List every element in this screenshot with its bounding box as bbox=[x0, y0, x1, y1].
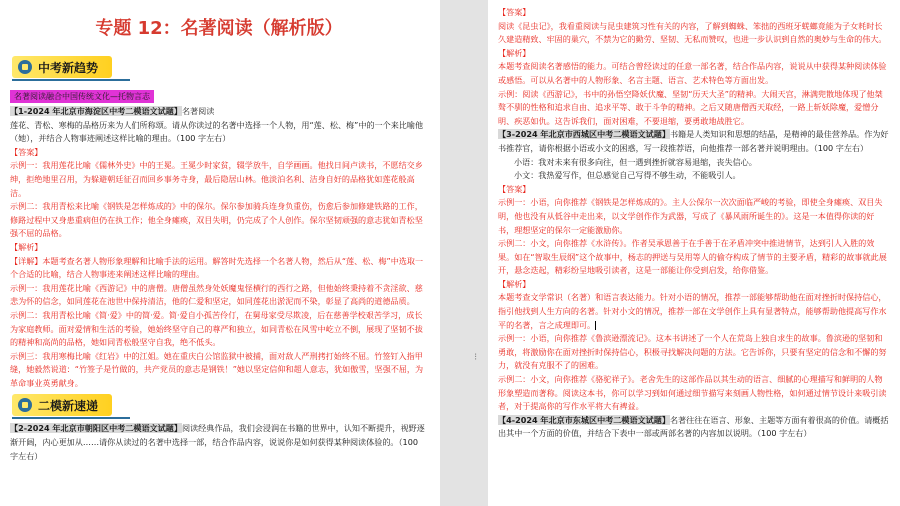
answer-example-2: 示例二：我用青松来比喻《钢铁是怎样炼成的》中的保尔。保尔参加骑兵连身负重伤，伤愈后参加修建铁路的工作，修路过程中又身患重病但仍在执工作；他全身瘫痪，双目失明，仍完成了个人创作。保尔坚韧顽强的意志犹如青松坚强不屈的品格。 bbox=[10, 201, 423, 239]
analysis-example-1: 示例一：我用莲花比喻《西游记》中的唐僧。唐僧虽然身处妖魔鬼怪横行的西行之路，但他始终秉持着不贪淫欲、慈悲为怀的信念，如同莲花在池世中保持清洁，他的仁爱和坚定，如同莲花出淤泥而不染，彰显了高尚的道德品质。 bbox=[10, 282, 423, 307]
analysis-text bbox=[498, 291, 890, 332]
analysis-detail: 【详解】本题考查名著人物形象理解和比喻手法的运用。解答时先选择一个名著人物，然后从“莲、松、梅”中选取一个合适的比喻，结合人物事迹来阐述这样比喻的理由。 bbox=[10, 255, 424, 280]
analysis-tag: 【解析】 bbox=[498, 278, 531, 289]
analysis-tag: 【解析】 bbox=[498, 47, 531, 58]
section-banner-recent bbox=[12, 394, 112, 416]
analysis-example-3: 示例三：我用寒梅比喻《红岩》中的江姐。她在重庆白公馆监狱中被捕，面对敌人严刑拷打始终不屈。竹签钉入指甲缝，她毅然说道：“竹签子是竹做的，共产党员的意志是钢铁！”她以坚定信仰和超人意志，犹如傲雪，坚强不屈，为革命事业英勇献身。 bbox=[10, 350, 424, 388]
question-source: 【3-2024 年北京市西城区中考二模语文试题】 bbox=[498, 129, 670, 140]
question-title: 名著阅读 bbox=[181, 106, 215, 116]
right-page bbox=[488, 0, 900, 506]
section-banner-label: 二模新速递 bbox=[38, 399, 99, 414]
banner-badge-icon bbox=[18, 60, 32, 74]
banner-badge-icon bbox=[18, 398, 32, 412]
question-3 bbox=[498, 128, 890, 155]
answer-tag: 【答案】 bbox=[498, 183, 531, 194]
question-source: 【2-2024 年北京市朝阳区中考二模语文试题】 bbox=[10, 423, 182, 434]
resize-handle-icon[interactable]: ⁝ bbox=[474, 352, 478, 363]
question-2 bbox=[10, 422, 428, 463]
analysis-body: 本题考查文学常识（名著）和语言表达能力。针对小语的情况，推荐一部能够帮助他在面对挫折时保持信心，指引他找到人生方向的名著。针对小文的情况，推荐一部在文学创作上具有显著特点，能够帮助他提高写作水平的名著，言之成理即可。 bbox=[498, 292, 887, 330]
xiaoyu-line: 小语：我对未来有很多向往，但一遇到挫折就容易退缩，丧失信心。 bbox=[514, 156, 757, 167]
analysis-text: 本题考查阅读名著感悟的能力。可结合曾经读过的任意一部名著，结合作品内容，说说从中获得某种阅读体验或感悟。可以从名著中的人物形象、名言主题、语言、艺术特色等方面出发。 bbox=[498, 61, 887, 85]
question-prompt: 书籍是人类知识和思想的结晶，是精神的最佳营养品。作为好书推荐官，请你根据小语或小文的困惑，写一段推荐语，向他推荐一部名著并说明理由。（100 字左右） bbox=[498, 129, 889, 153]
analysis-example-1: 示例一：小语，向你推荐《鲁滨逊漂流记》。这本书讲述了一个人在荒岛上独自求生的故事。鲁滨逊的坚韧和勇敢，将激励你在面对挫折时保持信心，积极寻找解决问题的方法。它告诉你，只要有坚定的信念和不懈的努力，就没有克服不了的困难。 bbox=[498, 333, 887, 371]
answer-tag: 【答案】 bbox=[498, 7, 531, 17]
analysis-example-2: 示例二：我用青松比喻《简·爱》中的简·爱。简·爱自小孤苦伶仃，在舅母家受尽欺凌，后在慈善学校艰苦学习，成长为家庭教师。面对爱情和生活的考验，她始终坚守自己的尊严和独立，如同青松在风雪中屹立不倒，展现了坚韧不拔的精神和高尚的品格，她如同青松般坚守自我，绝不低头。 bbox=[10, 309, 423, 348]
question-1-header bbox=[10, 105, 428, 119]
section-banner-trends bbox=[12, 56, 112, 78]
left-page bbox=[0, 0, 440, 506]
question-prompt: 阅读经典作品，我们会浸润在书籍的世界中，认知不断提升，视野逐渐开阔，内心更加从……请你从读过的名著中选择一部，结合作品内容，说说你是如何获得某种阅读体验的。（100 字左右） bbox=[10, 423, 425, 461]
analysis-example-2: 示例二：小文，向你推荐《骆驼祥子》。老舍先生的这部作品以其生动的语言、细腻的心理描写和鲜明的人物形象塑造而著称。阅读这本书，你可以学习到如何通过细节描写来刻画人物性格，如何通过情节设计来吸引读者，对于提高你的写作水平将大有裨益。 bbox=[498, 374, 887, 412]
question-source: 【4-2024 年北京市东城区中考二模语文试题】 bbox=[498, 414, 670, 425]
analysis-tag: 【解析】 bbox=[10, 241, 43, 252]
text-cursor bbox=[595, 321, 596, 330]
answer-example-1: 示例一：我用莲花比喻《儒林外史》中的王冕。王冕少时家贫，辍学放牛，自学画画。他找日间卢读书，不愿结交乡绅，拒绝地里召用，为躲避朝廷征召而回乡事务寺身，最后隐居山林。他淡泊名利、洁身自好的品格犹如莲花般高洁。 bbox=[10, 160, 423, 198]
question-1-prompt: 莲花、青松、寒梅的品格历来为人们所称颂。请从你读过的名著中选择一个人物，用“莲、松、梅”中的一个来比喻他（她），并结合人物事迹阐述这样比喻的理由。（100 字左右） bbox=[10, 119, 424, 144]
answer-tag: 【答案】 bbox=[10, 146, 43, 157]
answer-example-2: 示例二：小文，向你推荐《水浒传》。作者吴承恩善于在手善于在矛盾冲突中推进情节，达到引人入胜的效果。如在“智取生辰纲”这个故事中，杨志的押送与吴用等人的偷夺构成了情节的主要矛盾，精彩的故事就此展开，悬念迭起，精彩纷呈地吸引读者，这是一部能让你受到启发，给你借鉴。 bbox=[498, 238, 887, 276]
document-title: 专题 12：名著阅读（解析版） bbox=[95, 18, 343, 39]
question-4 bbox=[498, 414, 890, 441]
question-prompt: 名著往往在语言、形象、主题等方面有着很高的价值。请概括出其中一个方面的价值，并结合下表中一部或两部名著的内容加以说明。（100 字左右） bbox=[498, 414, 889, 439]
analysis-example: 示例：阅读《西游记》，书中的孙悟空降妖伏魔、坚韧“历天大圣”的精神。大闹天宫，淋满兜散地体现了他桀骜不驯的性格和追求自由、追求平等、敢于斗争的精神。之后又随唐僧西天取经，一路上斩妖除魔，爱憎分明、疾恶如仇。这告诉我们，面对困难，不要退缩，要勇敢地战胜它。 bbox=[498, 88, 883, 126]
topic-highlight: 名著阅读融合中国传统文化—托物言志 bbox=[10, 90, 154, 103]
answer-text: 阅读《昆虫记》，我看重阅读与昆虫建筑习性有关的内容，了解到蜘蛛、笨拙的西班牙蜣螂竟能为子女耗时长久建造精致、牢固的巢穴，不禁为它的勤劳、坚韧、无私而赞叹，也进一步认识到自然的奥妙与生命的伟大。 bbox=[498, 20, 887, 45]
xiaowen-line: 小文：我热爱写作，但总感觉自己写得不够生动，不能吸引人。 bbox=[514, 170, 741, 181]
question-source: 【1-2024 年北京市海淀区中考二模语文试题】 bbox=[10, 106, 182, 116]
answer-example-1: 示例一：小语，向你推荐《钢铁是怎样炼成的》。主人公保尔一次次面临严峻的考验，即使全身瘫痪、双目失明，他也没有从低谷中走出来，以文学创作作为武器，写成了《暴风雨所诞生的》。这是一本值得你读的好书，理想坚定的保尔一定能激励你。 bbox=[498, 197, 883, 235]
section-banner-label: 中考新趋势 bbox=[38, 61, 99, 75]
